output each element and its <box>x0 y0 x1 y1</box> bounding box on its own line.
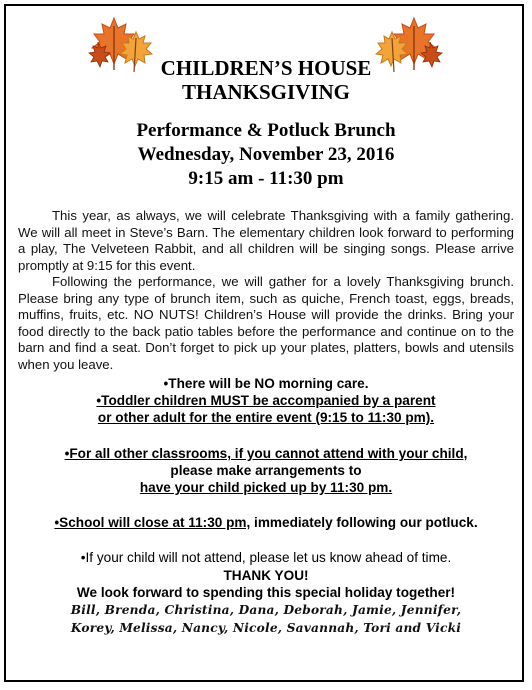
event-date: Wednesday, November 23, 2016 <box>137 144 395 165</box>
paragraph-2-text: Following the performance, we will gather for a lovely Thanksgiving brunch. Please bring any type of brunch item, such as quiche, French toast, eggs, breads, muffins, fruits, etc. NO NUTS! Children’s House will provide the drinks. Bring your food directly to the back patio tables before the performance and continue on to the barn and find a seat. Don’t forget to pick up your plates, platters, bowls and utensils when you leave. <box>18 274 514 372</box>
no-morning-care-notice: •There will be NO morning care. <box>163 376 369 391</box>
event-time: 9:15 am - 11:30 pm <box>188 168 344 189</box>
title-line-2: THANKSGIVING <box>181 80 351 104</box>
title-line-1: CHILDREN’S HOUSE <box>160 56 372 80</box>
paragraph-1-text: This year, as always, we will celebrate Thanksgiving with a family gathering. We will all meet in Steve’s Barn. The elementary children look forward to performing a play, The Velveteen Rabbit, and all children will be singing songs. Please arrive promptly at 9:15 for this event. <box>18 208 514 273</box>
event-name: Performance & Potluck Brunch <box>136 120 396 141</box>
paragraph-1 <box>18 208 514 274</box>
look-forward-line: We look forward to spending this special holiday together! <box>76 585 456 600</box>
signature-line-2: Korey, Melissa, Nancy, Nicole, Savannah, Tori and Vicki <box>70 621 462 635</box>
school-close-underlined: •School will close at 11:30 pm, <box>54 515 251 530</box>
paragraph-2 <box>18 274 514 374</box>
school-close-notice <box>0 514 532 531</box>
classrooms-notice-line-3: have your child picked up by 11:30 pm. <box>139 480 393 495</box>
signature-line-1: Bill, Brenda, Christina, Dana, Deborah, Jamie, Jennifer, <box>70 603 462 617</box>
not-attend-notice: •If your child will not attend, please let us know ahead of time. <box>80 550 452 565</box>
classrooms-notice-line-1: •For all other classrooms, if you cannot attend with your child, <box>64 446 468 461</box>
toddler-notice-line-1: •Toddler children MUST be accompanied by a parent <box>96 393 436 408</box>
thank-you: THANK YOU! <box>223 568 309 583</box>
toddler-notice-line-2: or other adult for the entire event (9:15 to 11:30 pm). <box>97 410 435 425</box>
classrooms-notice-line-2: please make arrangements to <box>170 463 362 478</box>
school-close-rest: immediately following our potluck. <box>250 515 478 530</box>
